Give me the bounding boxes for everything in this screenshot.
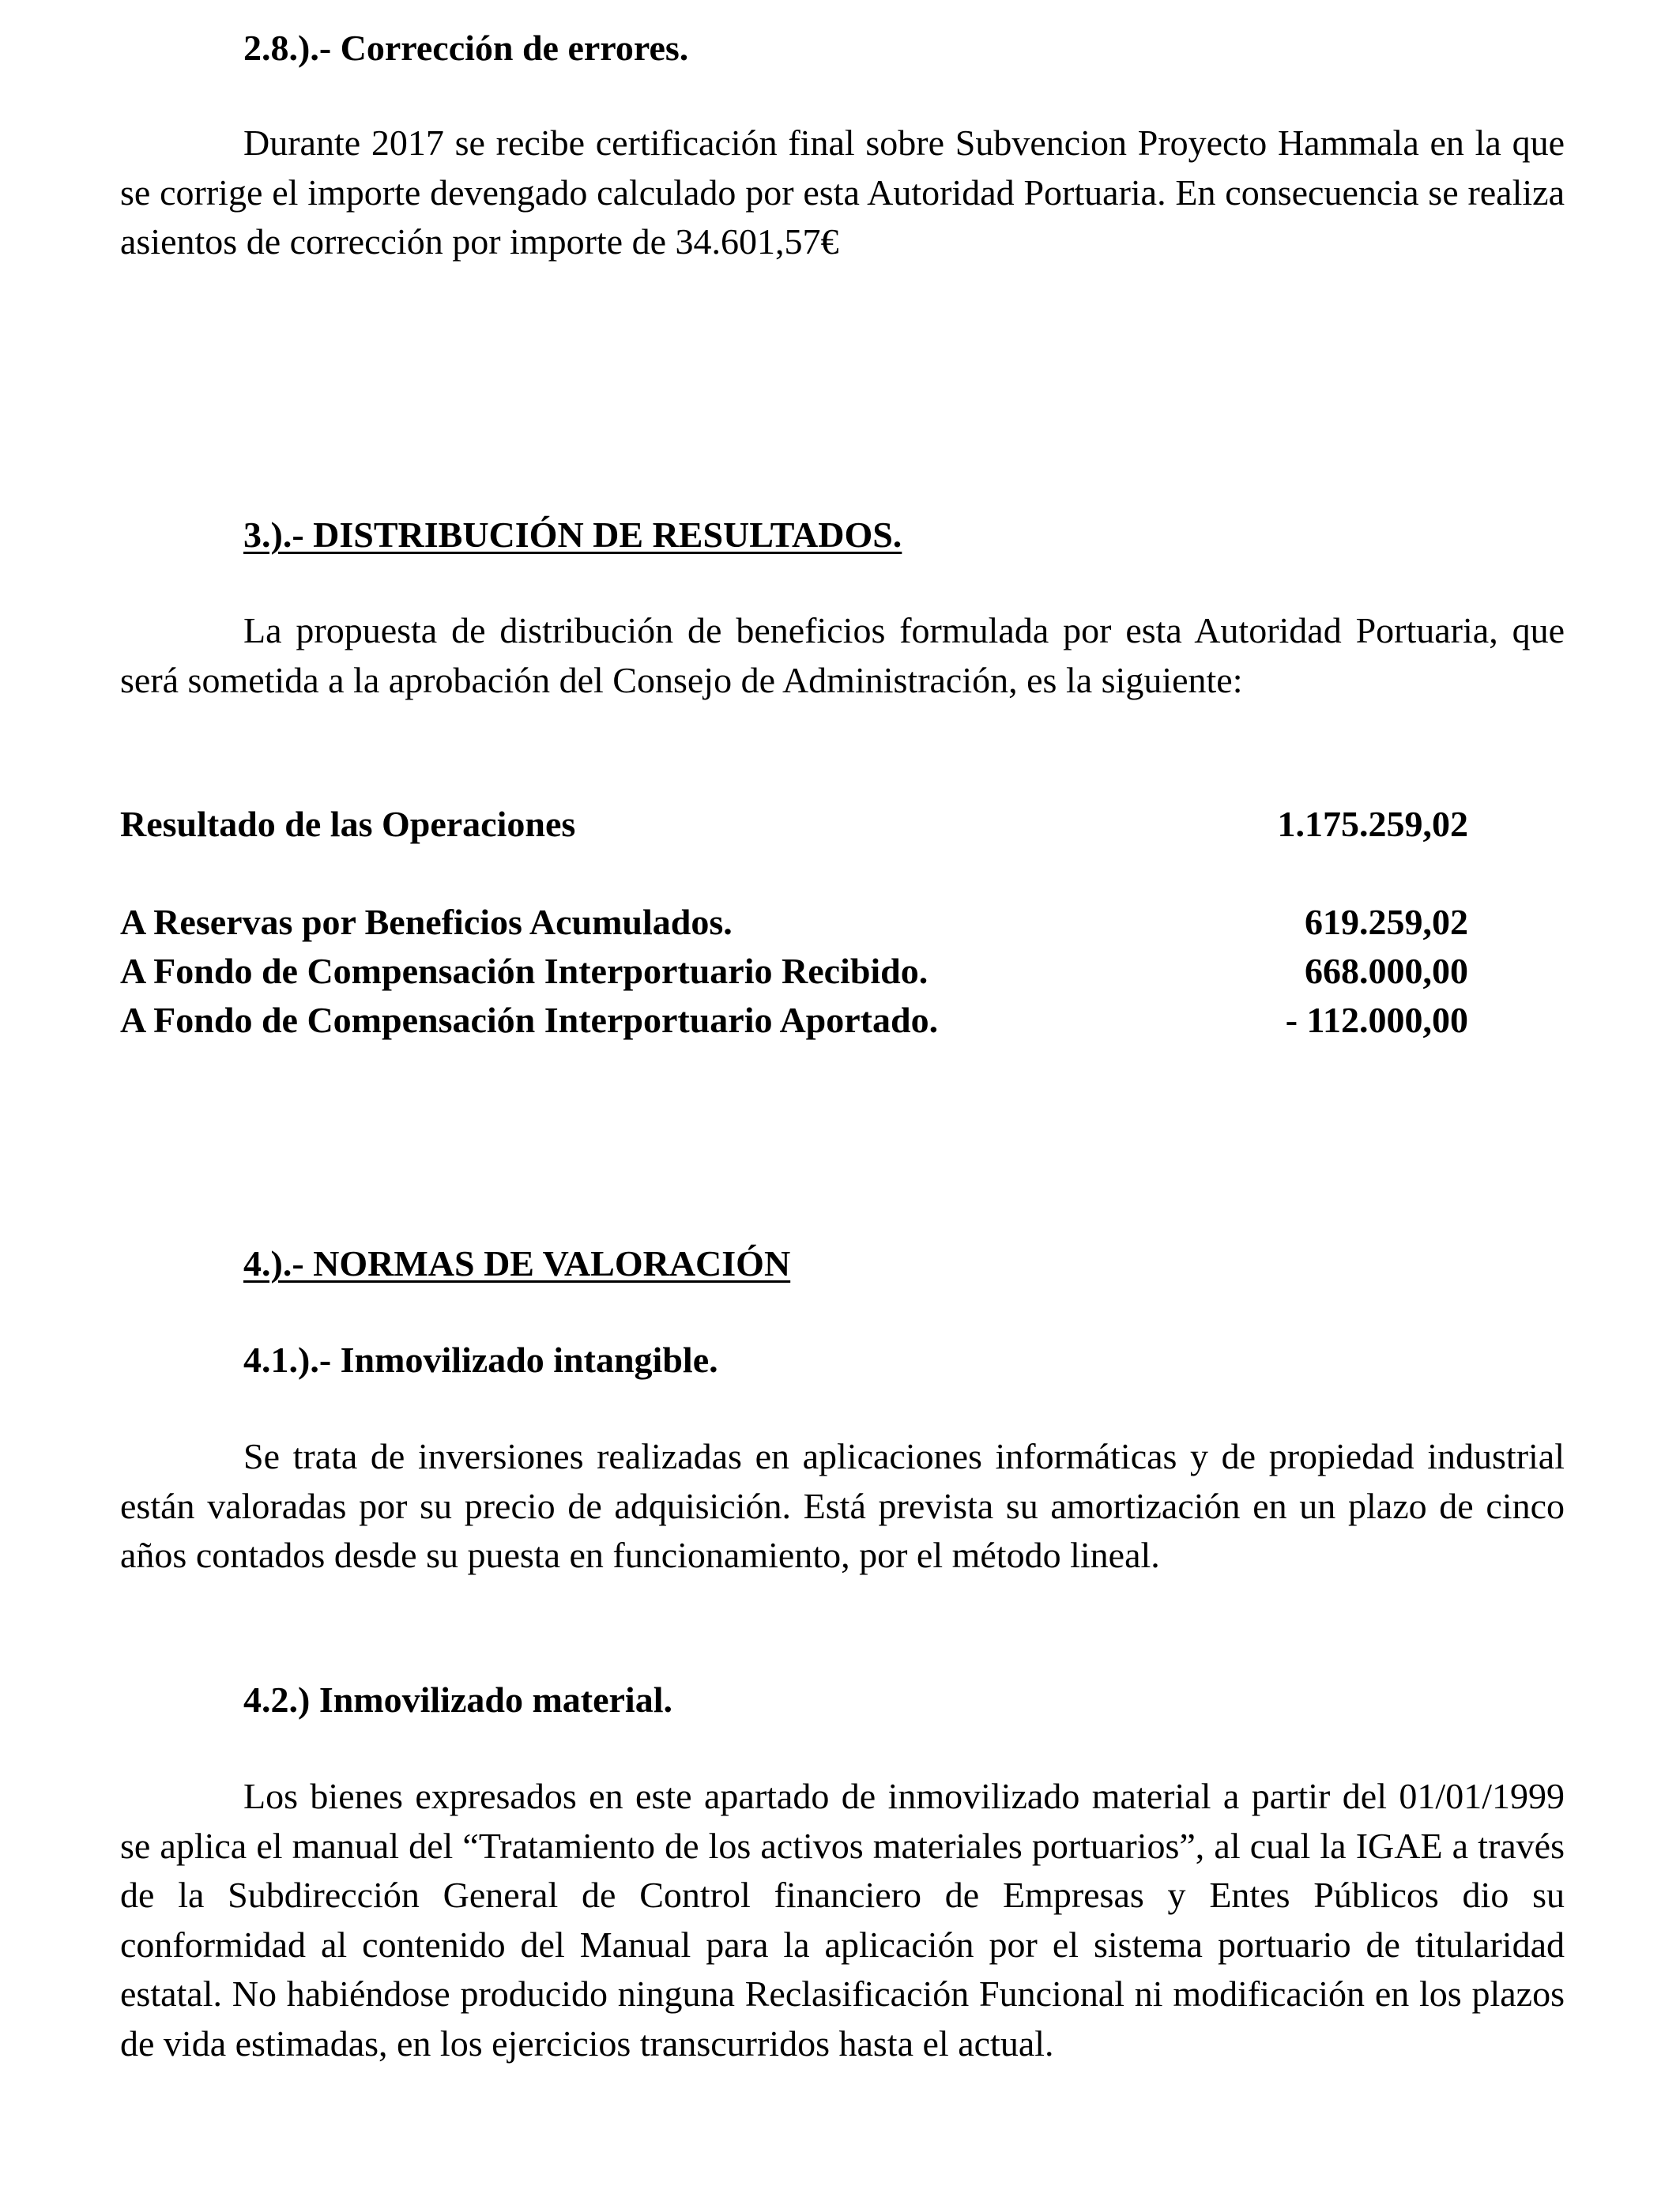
section-3-text: La propuesta de distribución de beneficios formulada por esta Autoridad Portuaria, que será sometida a la aprobación del Consejo de Administración, es la siguiente: xyxy=(120,610,1565,700)
distribution-amount: 1.175.259,02 xyxy=(1277,804,1468,844)
section-3-paragraph xyxy=(120,606,1565,705)
section-4-1-heading: 4.1.).- Inmovilizado intangible. xyxy=(243,1340,718,1380)
section-4-2-heading: 4.2.) Inmovilizado material. xyxy=(243,1679,672,1720)
section-4-2-text: Los bienes expresados en este apartado de inmovilizado material a partir del 01/01/1999 se aplica el manual del “Tratamiento de los activos materiales portuarios”, al cual la IGAE a través de la Subdirección General de Control financiero de Empresas y Entes Públicos dio su conformidad al contenido del Manual para la aplicación por el sistema portuario de titularidad estatal. No habiéndose producido ninguna Reclasificación Funcional ni modificación en los plazos de vida estimadas, en los ejercicios transcurridos hasta el actual. xyxy=(120,1776,1565,2064)
distribution-row-fondo-recibido xyxy=(120,947,1468,996)
section-3-heading: 3.).- DISTRIBUCIÓN DE RESULTADOS. xyxy=(243,515,902,555)
section-4-2-paragraph xyxy=(120,1772,1565,2068)
distribution-row-reservas xyxy=(120,898,1468,947)
section-4-1-text: Se trata de inversiones realizadas en aplicaciones informáticas y de propiedad industrial están valoradas por su precio de adquisición. Está prevista su amortización en un plazo de cinco años contados desde su puesta en funcionamiento, por el método lineal. xyxy=(120,1436,1565,1575)
distribution-amount: - 112.000,00 xyxy=(1285,1000,1468,1040)
distribution-amount: 668.000,00 xyxy=(1305,951,1468,991)
distribution-label: A Fondo de Compensación Interportuario Recibido. xyxy=(120,951,929,991)
section-4-heading: 4.).- NORMAS DE VALORACIÓN xyxy=(243,1243,791,1284)
distribution-label: A Reservas por Beneficios Acumulados. xyxy=(120,902,733,942)
distribution-row-resultado xyxy=(120,800,1468,849)
distribution-row-fondo-aportado xyxy=(120,996,1468,1045)
distribution-label: A Fondo de Compensación Interportuario Aportado. xyxy=(120,1000,939,1040)
section-2-8-heading: 2.8.).- Corrección de errores. xyxy=(243,28,689,68)
section-2-8-paragraph xyxy=(120,119,1565,267)
distribution-label: Resultado de las Operaciones xyxy=(120,804,576,844)
section-2-8-text: Durante 2017 se recibe certificación final sobre Subvencion Proyecto Hammala en la que se corrige el importe devengado calculado por esta Autoridad Portuaria. En consecuencia se realiza asientos de corrección por importe de 34.601,57€ xyxy=(120,123,1565,262)
section-4-1-paragraph xyxy=(120,1432,1565,1581)
distribution-amount: 619.259,02 xyxy=(1305,902,1468,942)
